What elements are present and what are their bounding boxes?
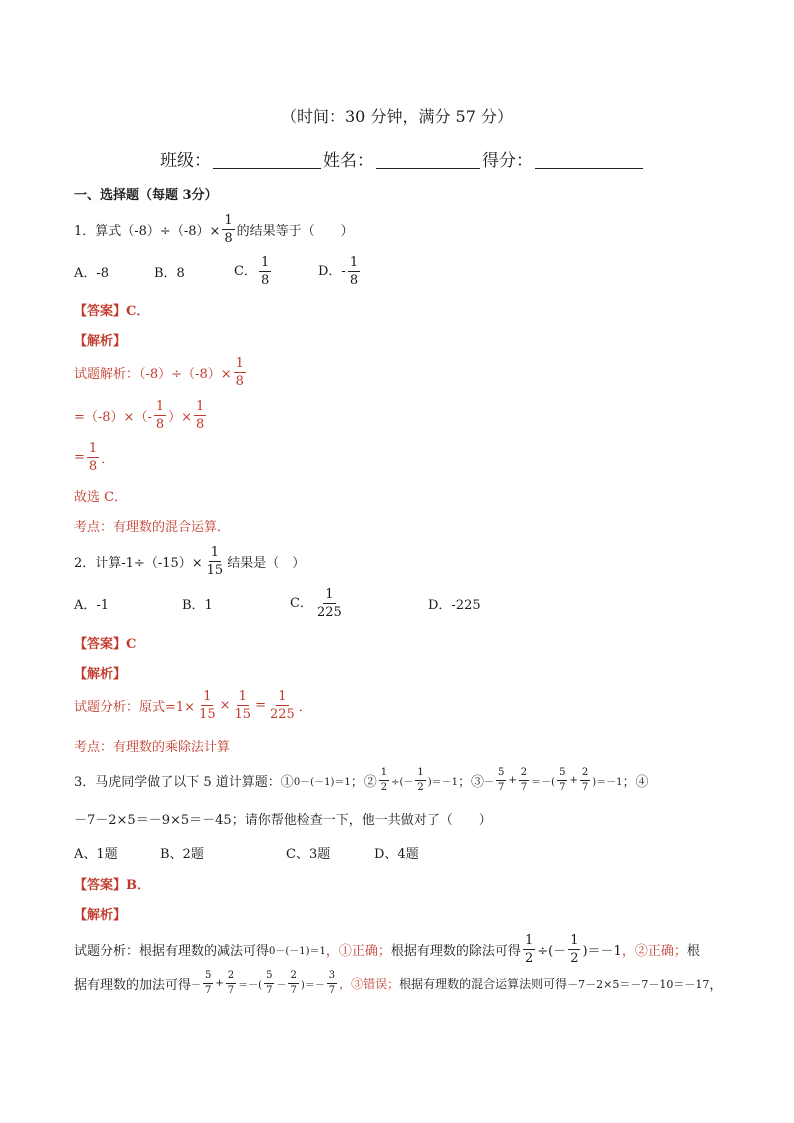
class-label: 班级： (160, 151, 211, 171)
text-fragment: ＝－( (531, 777, 556, 788)
text-fragment: － (276, 980, 287, 991)
text-fragment: 225 (269, 707, 295, 722)
text-fragment: 根据有理数的除法可得 (390, 944, 521, 959)
text-fragment: 试题解析：（-8）÷（-8）× (74, 367, 232, 382)
text-fragment: 试题分析：原式=1× (74, 700, 196, 715)
exam-subtitle: （时间：30 分钟，满分 57 分） (281, 107, 513, 126)
text-fragment: 1 (570, 933, 579, 948)
text-fragment: 225 (316, 605, 342, 620)
text-fragment: 8 (88, 459, 98, 474)
text-fragment: × (219, 698, 231, 713)
text-fragment: = (74, 450, 85, 465)
fraction (87, 442, 99, 473)
fraction (327, 971, 337, 996)
fraction (268, 690, 297, 721)
text-fragment: 5 (203, 971, 213, 984)
q2-point: 考点：有理数的乘除法计算 (74, 740, 231, 755)
text-fragment: C． (234, 264, 257, 279)
fraction (379, 768, 389, 793)
option-d[interactable] (318, 256, 362, 287)
text-fragment: ；请你帮他检查一下，他一共做对了（ ） (231, 813, 492, 828)
section-title: 一、选择题（每题 3分） (74, 188, 218, 203)
q1-choice: 故选 C． (74, 490, 128, 505)
text-fragment: 1 (155, 399, 165, 414)
text-fragment: )＝－1 (427, 777, 459, 788)
text-fragment: 1 (325, 587, 334, 602)
q3-stem-line2 (74, 809, 492, 828)
q1-answer: 【答案】C． (74, 304, 150, 319)
text-fragment: 15 (199, 707, 216, 722)
q2-answer: 【答案】C (74, 637, 137, 652)
text-fragment: － (191, 980, 202, 991)
fraction (259, 256, 271, 287)
text-fragment: 3 (327, 971, 337, 984)
option-b[interactable]: B．8 (154, 266, 185, 281)
fraction (288, 971, 298, 996)
text-fragment: ． (101, 452, 115, 467)
text-fragment: 8 (155, 417, 165, 432)
text-fragment: 7 (559, 782, 566, 793)
fraction (519, 768, 529, 793)
q3-options (74, 843, 419, 862)
text-fragment: 1 (196, 399, 205, 414)
text-fragment: ，③错误； (339, 977, 400, 991)
text-fragment: 1 (203, 689, 212, 704)
text-fragment: )＝－1 (592, 777, 623, 788)
text-fragment: ，②正确； (621, 944, 687, 959)
q1-step-1 (74, 357, 248, 388)
fraction (222, 214, 234, 245)
text-fragment: 8 (260, 273, 270, 288)
text-fragment: + (215, 978, 224, 989)
text-fragment: 5 (557, 768, 567, 781)
text-fragment: 2 (524, 951, 534, 966)
text-fragment: － (484, 777, 495, 788)
text-fragment: 7 (328, 985, 336, 996)
q1-point: 考点：有理数的混合运算． (74, 520, 231, 535)
text-fragment: 根 (686, 944, 700, 959)
fraction (205, 546, 226, 577)
fraction (226, 971, 236, 996)
score-blank[interactable] (535, 150, 643, 169)
text-fragment: ）× (168, 410, 193, 425)
text-fragment: 8 (235, 374, 244, 389)
q3-answer: 【答案】B． (74, 878, 150, 893)
fraction (194, 400, 206, 431)
text-fragment: 0－(－1)＝1 (293, 777, 351, 788)
text-fragment: 1 (278, 689, 287, 704)
text-fragment: －7－2×5＝－9×5＝－45 (74, 813, 232, 828)
text-fragment: 据有理数的加法可得 (74, 978, 192, 993)
q1-step-3 (74, 442, 114, 473)
fraction (580, 768, 590, 793)
text-fragment: 根据有理数的混合运算法则可得 (399, 977, 568, 991)
fraction (557, 768, 567, 793)
text-fragment: 7 (498, 782, 505, 793)
fraction (415, 768, 425, 793)
text-fragment: 15 (234, 707, 252, 722)
text-fragment: 结果是（ ） (227, 556, 306, 571)
text-fragment: + (508, 775, 517, 786)
name-blank[interactable] (376, 150, 480, 169)
text-fragment: 2 (288, 971, 298, 984)
q3-solution-line2 (74, 971, 722, 996)
fraction (197, 690, 218, 721)
option-a[interactable]: A．-8 (74, 266, 110, 281)
fraction (154, 400, 166, 431)
text-fragment: －7－2×5＝－7－10＝－17 (567, 977, 710, 991)
text-fragment: + (569, 775, 578, 786)
text-fragment: ． (298, 700, 312, 715)
q2-stem (74, 546, 305, 577)
name-label: 姓名： (323, 151, 374, 171)
fraction (496, 768, 506, 793)
q1-analysis-label: 【解析】 (74, 334, 127, 349)
text-fragment: ÷(－ (537, 944, 567, 959)
q2-options (74, 588, 481, 619)
fraction (264, 971, 274, 996)
text-fragment: =（-8）×（- (74, 410, 152, 425)
text-fragment: 7 (581, 782, 589, 793)
q1-stem (74, 214, 354, 245)
text-fragment: 2 (417, 782, 424, 793)
text-fragment: )＝－1 (582, 944, 622, 959)
text-fragment: 8 (224, 231, 233, 246)
text-fragment: ，①正确； (325, 944, 391, 959)
fraction (568, 934, 580, 965)
class-blank[interactable] (213, 150, 321, 169)
text-fragment: = (255, 698, 266, 713)
text-fragment: 1 (224, 213, 233, 228)
q1-options (74, 256, 362, 287)
text-fragment: 8 (196, 417, 205, 432)
option-b[interactable]: B．1 (182, 598, 213, 613)
text-fragment: 7 (520, 782, 528, 793)
option-c[interactable]: C、3题 (286, 847, 331, 862)
q2-analysis-label: 【解析】 (74, 667, 127, 682)
option-c[interactable] (234, 256, 318, 287)
text-fragment: ＝－( (238, 980, 263, 991)
text-fragment: 1 (260, 255, 270, 270)
q1-step-2 (74, 400, 208, 431)
text-fragment: 1 (238, 689, 247, 704)
text-fragment: 5 (264, 971, 274, 984)
text-fragment: 15 (206, 563, 224, 578)
text-fragment: D．- (318, 264, 346, 279)
text-fragment: 2 (570, 951, 579, 966)
text-fragment: 7 (227, 985, 235, 996)
text-fragment: 1 (235, 356, 244, 371)
option-d[interactable]: D．-225 (428, 598, 481, 613)
text-fragment: 1．算式（-8）÷（-8）× (74, 224, 221, 239)
text-fragment: 1 (415, 768, 425, 781)
text-fragment: )＝－ (300, 980, 325, 991)
q3-stem-line1 (74, 768, 649, 793)
text-fragment: ；② (350, 775, 377, 790)
text-fragment: ；④ (622, 775, 649, 790)
text-fragment: 2 (380, 782, 388, 793)
text-fragment: ， (709, 978, 723, 993)
student-info-row (160, 146, 645, 171)
text-fragment: 2．计算-1÷（-15）× (74, 556, 203, 571)
fraction (203, 971, 213, 996)
option-c[interactable] (290, 588, 428, 619)
fraction (348, 256, 360, 287)
text-fragment: 1 (88, 441, 98, 456)
text-fragment: 2 (580, 768, 590, 781)
q2-solution (74, 690, 312, 721)
fraction (523, 934, 535, 965)
text-fragment: 2 (519, 768, 529, 781)
text-fragment: 7 (266, 985, 273, 996)
text-fragment: ÷(－ (391, 777, 414, 788)
option-b[interactable]: B、2题 (160, 847, 204, 862)
text-fragment: 2 (226, 971, 236, 984)
option-d[interactable]: D、4题 (374, 847, 419, 862)
q3-analysis-label: 【解析】 (74, 908, 127, 923)
q3-solution-line1 (74, 934, 700, 965)
fraction (234, 357, 246, 388)
fraction (233, 690, 254, 721)
text-fragment: 1 (379, 768, 389, 781)
text-fragment: C． (290, 596, 313, 611)
text-fragment: 的结果等于（ ） (236, 224, 354, 239)
option-a[interactable]: A、1题 (74, 847, 118, 862)
option-a[interactable]: A．-1 (74, 598, 110, 613)
text-fragment: 1 (524, 933, 534, 948)
text-fragment: 8 (349, 273, 359, 288)
text-fragment: 1 (210, 545, 220, 560)
text-fragment: ；③ (458, 775, 485, 790)
text-fragment: 试题分析：根据有理数的减法可得 (74, 944, 270, 959)
score-label: 得分： (482, 151, 533, 171)
text-fragment: 7 (290, 985, 297, 996)
text-fragment: 5 (496, 768, 506, 781)
text-fragment: 0－(－1)＝1 (269, 946, 326, 957)
text-fragment: 1 (349, 255, 359, 270)
text-fragment: 3．马虎同学做了以下 5 道计算题：① (74, 775, 294, 790)
text-fragment: 7 (205, 985, 212, 996)
fraction (315, 588, 344, 619)
